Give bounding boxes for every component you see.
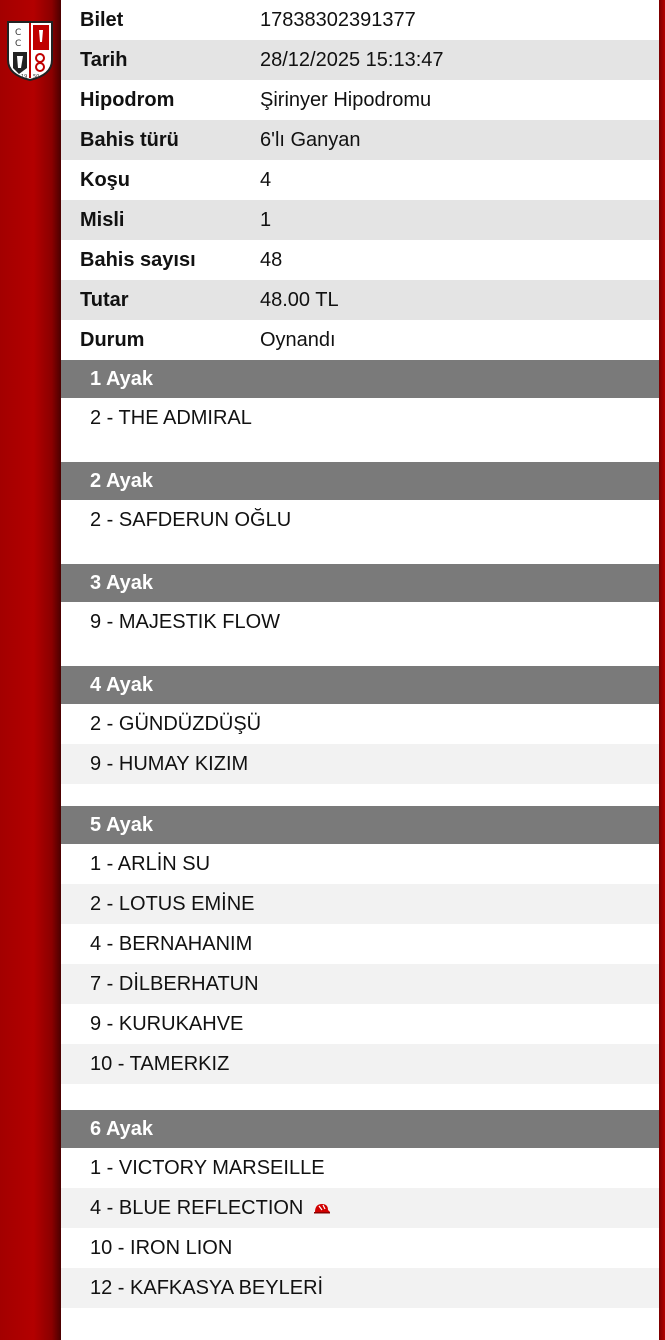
leg-spacer	[61, 1084, 659, 1110]
horse-row: 7 - DİLBERHATUN	[61, 964, 659, 1004]
info-label: Bahis sayısı	[80, 248, 196, 271]
horse-row: 2 - GÜNDÜZDÜŞÜ	[90, 712, 262, 735]
jockey-cap-icon	[313, 1201, 331, 1215]
info-row-bahis-sayisi	[61, 240, 659, 280]
club-crest-logo	[5, 20, 55, 82]
horse-row: 12 - KAFKASYA BEYLERİ	[61, 1268, 659, 1308]
info-row-tutar	[61, 280, 659, 320]
info-row-bahis-turu	[61, 120, 659, 160]
leg-header-5: 5 Ayak	[61, 806, 659, 844]
horse-row: 2 - SAFDERUN OĞLU	[90, 508, 292, 531]
horse-row: 9 - KURUKAHVE	[90, 1012, 244, 1035]
horse-row: 9 - HUMAY KIZIM	[61, 744, 659, 784]
info-value: 1	[260, 208, 272, 231]
horse-row: 1 - VICTORY MARSEILLE	[90, 1156, 325, 1179]
info-row-hipodrom	[61, 80, 659, 120]
info-value: 48	[260, 248, 283, 271]
leg-spacer	[61, 642, 659, 666]
info-row-misli	[61, 200, 659, 240]
ticket-detail-panel	[61, 0, 659, 1340]
horse-name: 4 - BLUE REFLECTION	[90, 1196, 304, 1219]
horse-row: 10 - TAMERKIZ	[61, 1044, 659, 1084]
horse-row: 1 - ARLİN SU	[90, 852, 211, 875]
info-value: 4	[260, 168, 272, 191]
left-sidebar	[0, 0, 61, 1340]
info-value: 17838302391377	[260, 8, 416, 31]
info-label: Misli	[80, 208, 125, 231]
info-row-bilet	[61, 0, 659, 40]
svg-text:C: C	[15, 28, 22, 38]
right-border	[659, 0, 665, 1340]
leg-header-1: 1 Ayak	[61, 360, 659, 398]
info-value: 6'lı Ganyan	[260, 128, 361, 151]
info-label: Bahis türü	[80, 128, 179, 151]
leg-header-4: 4 Ayak	[61, 666, 659, 704]
leg-header-6: 6 Ayak	[61, 1110, 659, 1148]
horse-row: 2 - THE ADMIRAL	[90, 406, 252, 429]
info-row-kosu	[61, 160, 659, 200]
info-label: Durum	[80, 328, 145, 351]
leg-spacer	[61, 438, 659, 462]
info-value: 28/12/2025 15:13:47	[260, 48, 444, 71]
horse-row: 2 - LOTUS EMİNE	[61, 884, 659, 924]
svg-text:19: 19	[21, 74, 28, 80]
horse-row: 4 - BERNAHANIM	[90, 932, 253, 955]
info-label: Tutar	[80, 288, 129, 311]
leg-spacer	[61, 540, 659, 564]
info-label: Tarih	[80, 48, 128, 71]
info-row-tarih	[61, 40, 659, 80]
horse-row-with-icon	[61, 1188, 659, 1228]
svg-text:50: 50	[33, 74, 40, 80]
info-value: 48.00 TL	[260, 288, 339, 311]
svg-text:C: C	[15, 39, 22, 49]
leg-header-3: 3 Ayak	[61, 564, 659, 602]
horse-row: 10 - IRON LION	[90, 1236, 233, 1259]
info-label: Hipodrom	[80, 88, 175, 111]
leg-header-2: 2 Ayak	[61, 462, 659, 500]
ticket-info-table	[61, 0, 659, 360]
leg-spacer	[61, 784, 659, 806]
info-label: Bilet	[80, 8, 124, 31]
info-value: Şirinyer Hipodromu	[260, 88, 432, 111]
info-label: Koşu	[80, 168, 130, 191]
info-value: Oynandı	[260, 328, 336, 351]
horse-row: 9 - MAJESTIK FLOW	[90, 610, 281, 633]
info-row-durum	[61, 320, 659, 360]
